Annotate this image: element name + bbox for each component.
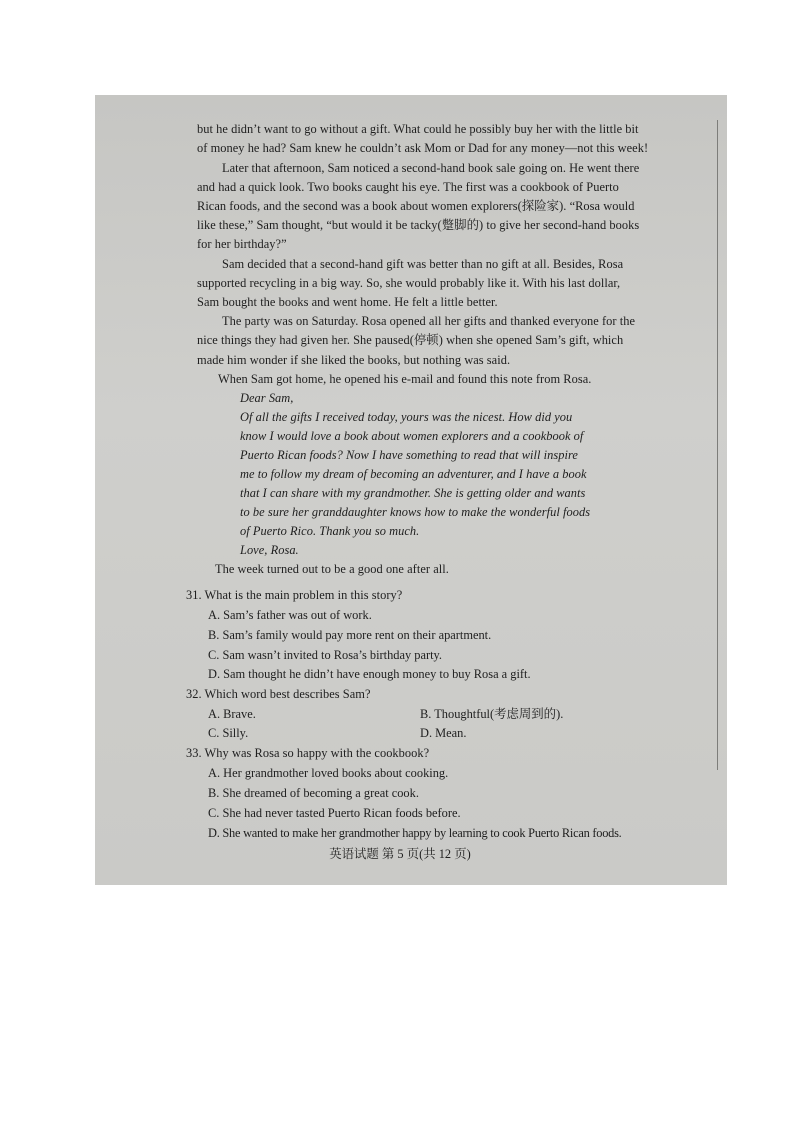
- passage-line: for her birthday?”: [197, 237, 287, 251]
- passage-line: of money he had? Sam knew he couldn’t ask Mom or Dad for any money—not this week!: [197, 141, 649, 155]
- question-32-option-b: B. Thoughtful(考虑周到的).: [420, 707, 564, 721]
- question-33-option-b: B. She dreamed of becoming a great cook.: [208, 786, 419, 800]
- letter-line: Puerto Rican foods? Now I have something to read that will inspire: [240, 448, 578, 462]
- letter-signoff: Love, Rosa.: [240, 543, 299, 557]
- passage-line: supported recycling in a big way. So, she would probably like it. With his last dollar,: [197, 276, 621, 290]
- question-31-option-b: B. Sam’s family would pay more rent on their apartment.: [208, 628, 492, 642]
- question-32-option-d: D. Mean.: [420, 726, 467, 740]
- passage-line: Sam decided that a second-hand gift was better than no gift at all. Besides, Rosa: [222, 257, 624, 271]
- question-33-option-d: D. She wanted to make her grandmother happy by learning to cook Puerto Rican foods.: [208, 826, 622, 840]
- letter-line: Of all the gifts I received today, yours was the nicest. How did you: [240, 410, 573, 424]
- letter-line: Dear Sam,: [240, 391, 294, 405]
- passage-line: Sam bought the books and went home. He felt a little better.: [197, 295, 498, 309]
- passage-line: Later that afternoon, Sam noticed a second-hand book sale going on. He went there: [222, 161, 640, 175]
- passage-line: When Sam got home, he opened his e-mail and found this note from Rosa.: [218, 372, 592, 386]
- letter-line: to be sure her granddaughter knows how to make the wonderful foods: [240, 505, 591, 519]
- letter-line: that I can share with my grandmother. She is getting older and wants: [240, 486, 586, 500]
- letter-line: me to follow my dream of becoming an adventurer, and I have a book: [240, 467, 587, 481]
- letter-line: know I would love a book about women explorers and a cookbook of: [240, 429, 584, 443]
- question-32-stem: 32. Which word best describes Sam?: [186, 687, 371, 701]
- question-31-option-a: A. Sam’s father was out of work.: [208, 608, 372, 622]
- question-33-option-c: C. She had never tasted Puerto Rican foods before.: [208, 806, 461, 820]
- passage-closing: The week turned out to be a good one after all.: [215, 562, 449, 576]
- passage-line: but he didn’t want to go without a gift. What could he possibly buy her with the little bit: [197, 122, 639, 136]
- page-footer: 英语试题 第 5 页(共 12 页): [329, 847, 471, 861]
- letter-line: of Puerto Rico. Thank you so much.: [240, 524, 420, 538]
- question-31-option-d: D. Sam thought he didn’t have enough money to buy Rosa a gift.: [208, 667, 531, 681]
- passage-line: The party was on Saturday. Rosa opened all her gifts and thanked everyone for the: [222, 314, 636, 328]
- passage-line: and had a quick look. Two books caught his eye. The first was a cookbook of Puerto: [197, 180, 619, 194]
- question-33-option-a: A. Her grandmother loved books about cooking.: [208, 766, 449, 780]
- passage-line: made him wonder if she liked the books, but nothing was said.: [197, 353, 511, 367]
- passage-line: like these,” Sam thought, “but would it be tacky(蹩脚的) to give her second-hand books: [197, 218, 640, 232]
- question-31-option-c: C. Sam wasn’t invited to Rosa’s birthday party.: [208, 648, 443, 662]
- passage-line: nice things they had given her. She paused(停顿) when she opened Sam’s gift, which: [197, 333, 624, 347]
- passage-line: Rican foods, and the second was a book about women explorers(探险家). “Rosa would: [197, 199, 635, 213]
- question-33-stem: 33. Why was Rosa so happy with the cookbook?: [186, 746, 430, 760]
- question-31-stem: 31. What is the main problem in this story?: [186, 588, 403, 602]
- question-32-option-c: C. Silly.: [208, 726, 249, 740]
- question-32-option-a: A. Brave.: [208, 707, 256, 721]
